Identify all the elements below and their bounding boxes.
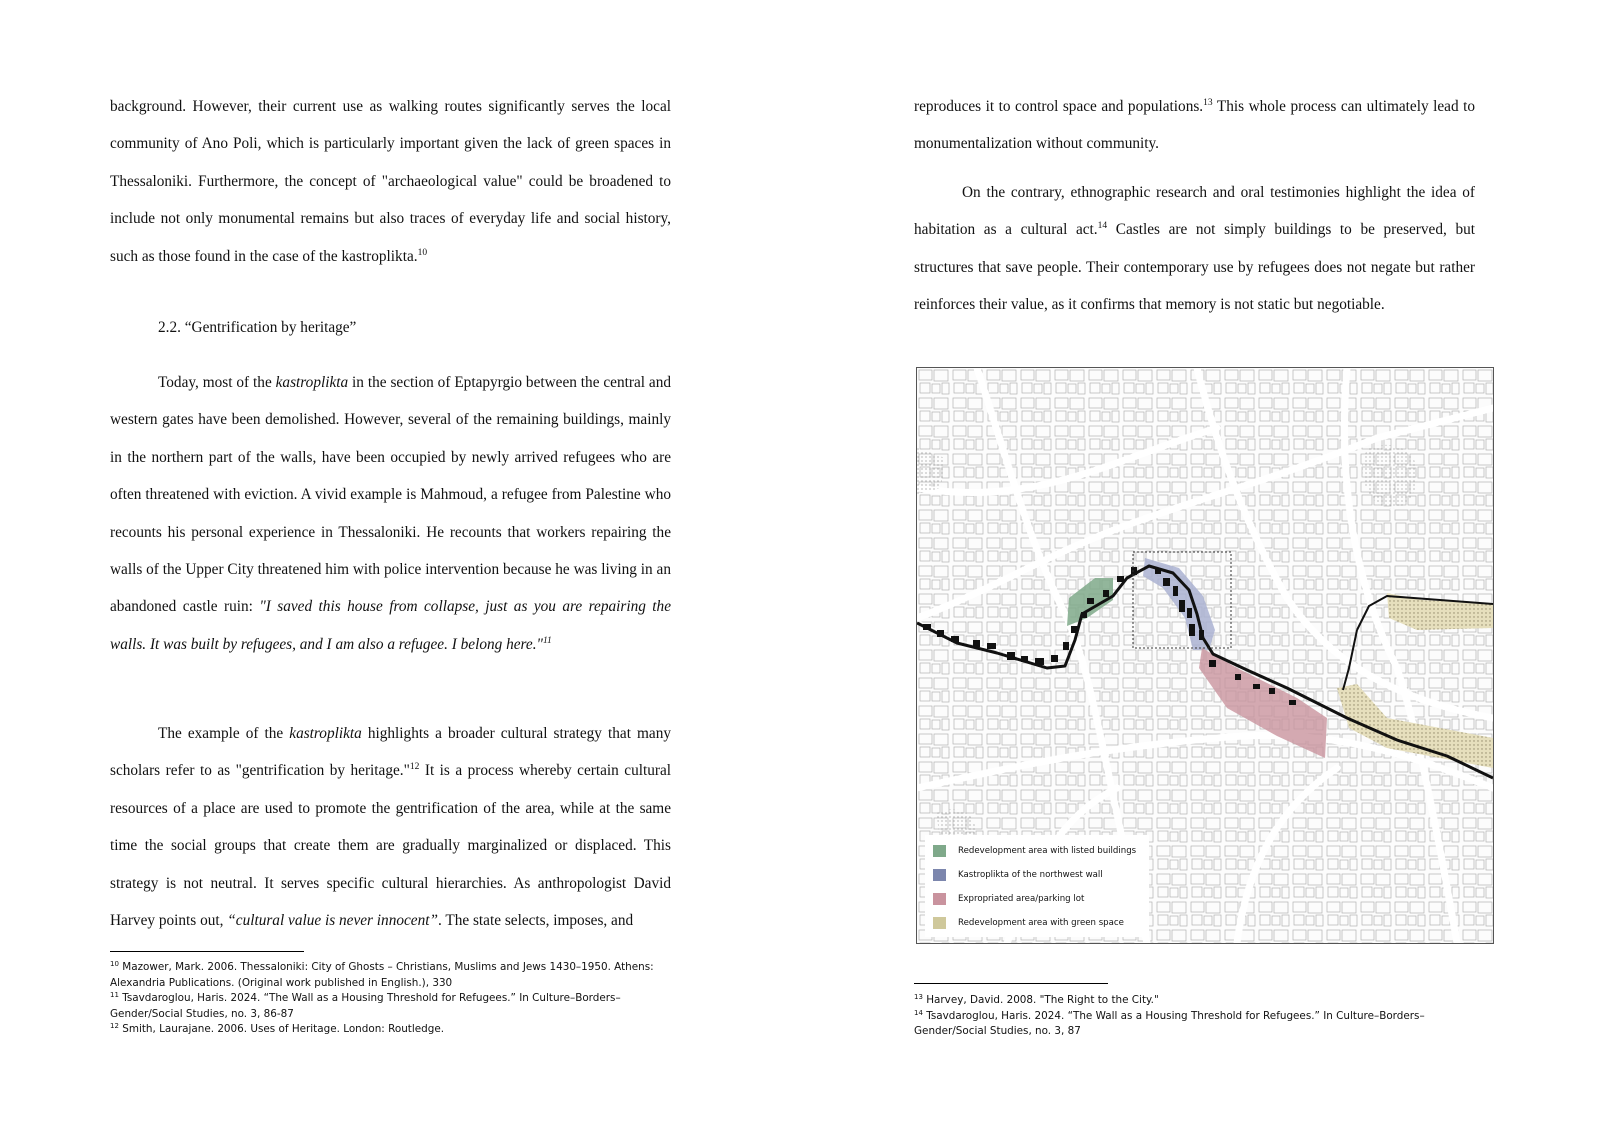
legend-item: Expropriated area/parking lot bbox=[933, 887, 1143, 911]
paragraph-gentrification: The example of the kastroplikta highlights a broader cultural strategy that many scholars refer to as "gentrification by heritage."$^{12}$ It is a process whereby certain cultural resources of a place are used to promote the gentrification of the area, while at the same time the social groups that create them are gradually marginalized or displaced. This strategy is not neutral. It serves specific cultural hierarchies. As anthropologist David Harvey points out, “cultural value is never innocent”. The state selects, imposes, and bbox=[110, 725, 672, 930]
paragraph-habitation: On the contrary, ethnographic research and oral testimonies highlight the idea of habitation as a cultural act.$^{14}$ Castles are not simply buildings to be preserved, but structures that save people. Their contemporary use by refugees does not negate but rather reinforces their value, as it confirms that memory is not static but negotiable. bbox=[914, 184, 1475, 314]
mahmoud-quote: "I saved this house from collapse, just as you are repairing the walls. It was built by refugees, and I am also a refugee. I belong here." bbox=[110, 598, 671, 653]
map-legend bbox=[925, 835, 1149, 937]
legend-item: Redevelopment area with green space bbox=[933, 911, 1143, 935]
footnote: $^{13}$ Harvey, David. 2008. "The Right to the City." bbox=[914, 993, 1159, 1006]
section-heading: 2.2. “Gentrification by heritage” bbox=[158, 319, 357, 336]
footnotes-right bbox=[914, 993, 1474, 1040]
footnote: $^{14}$ Tsavdaroglou, Haris. 2024. “The Wall as a Housing Threshold for Refugees.” In Culture–Borders–Gender/Social Studies, no. 3, 87 bbox=[914, 1008, 1425, 1038]
footnote-ref: 12 bbox=[409, 762, 420, 773]
footnotes-left bbox=[110, 960, 670, 1038]
legend-swatch-green bbox=[933, 845, 946, 857]
footnote-ref: 14 bbox=[1097, 221, 1108, 232]
footnote-ref: 10 bbox=[417, 247, 428, 258]
footnote-divider bbox=[914, 983, 1108, 984]
footnote: $^{12}$ Smith, Laurajane. 2006. Uses of Heritage. London: Routledge. bbox=[110, 1022, 445, 1036]
legend-item: Redevelopment area with listed buildings bbox=[933, 839, 1143, 863]
paragraph-mahmoud: Today, most of the kastroplikta in the section of Eptapyrgio between the central and western gates have been demolished. However, several of the remaining buildings, mainly in the northern part of the walls, have been occupied by newly arrived refugees who are often threatened with eviction. A vivid example is Mahmoud, a refugee from Palestine who recounts his personal experience in Thessaloniki. He recounts that workers repairing the walls of the Upper City threatened him with police intervention because he was living in an abandoned castle ruin: "I saved this house from collapse, just as you are repairing the walls. It was built by refugees, and I am also a refugee. I belong here."$^{11}$ bbox=[110, 374, 671, 653]
harvey-quote: “cultural value is never innocent” bbox=[227, 912, 438, 930]
legend-swatch-beige bbox=[933, 917, 946, 929]
paragraph-monumentalization: reproduces it to control space and populations.$^{13}$ This whole process can ultimately lead to monumentalization without community. bbox=[914, 98, 1475, 153]
legend-item: Kastroplikta of the northwest wall bbox=[933, 863, 1143, 887]
legend-swatch-blue bbox=[933, 869, 946, 881]
footnote-ref: 11 bbox=[542, 635, 552, 646]
urban-map-figure bbox=[916, 367, 1494, 944]
paragraph-archaeological-value: background. However, their current use as walking routes significantly serves the local community of Ano Poli, which is particularly important given the lack of green spaces in Thessaloniki. Furthermore, the concept of "archaeological value" could be broadened to include not only monumental remains but also traces of everyday life and social history, such as those found in the case of the kastroplikta.$^{10}$ bbox=[110, 98, 671, 265]
right-page bbox=[800, 0, 1600, 1131]
footnote-ref: 13 bbox=[1203, 98, 1213, 108]
footnote: $^{11}$ Tsavdaroglou, Haris. 2024. “The Wall as a Housing Threshold for Refugees.” In Culture–Borders–Gender/Social Studies, no. 3, 86-87 bbox=[110, 991, 621, 1020]
legend-swatch-pink bbox=[933, 893, 946, 905]
footnote: $^{10}$ Mazower, Mark. 2006. Thessaloniki: City of Ghosts – Christians, Muslims and Jews 1430–1950. Athens: Alexandria Publications. (Original work published in English.), 330 bbox=[110, 960, 654, 989]
footnote-divider bbox=[110, 951, 304, 952]
